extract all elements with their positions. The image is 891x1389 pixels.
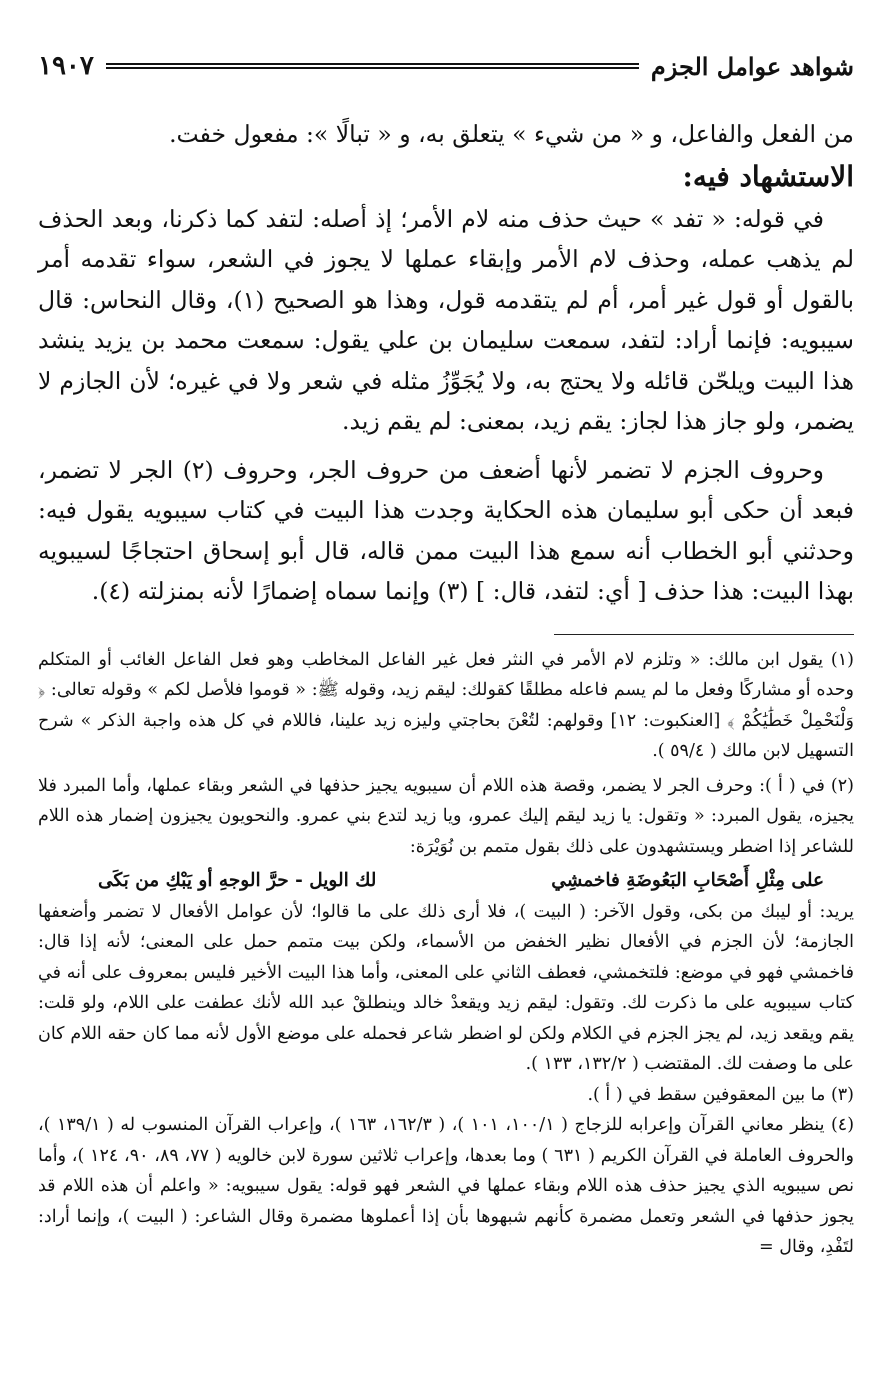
footnote-3: (٣) ما بين المعقوفين سقط في ( أ ). bbox=[587, 1084, 854, 1105]
running-header bbox=[38, 46, 854, 86]
page bbox=[38, 46, 854, 1366]
footnotes bbox=[38, 645, 854, 1263]
paragraph-1: في قوله: « تفد » حيث حذف منه لام الأمر؛ إذ أصله: لتفد كما ذكرنا، وبعد الحذف لم يذهب عمله، وحذف لام الأمر وإبقاء عملها لا يجوز في الشعر، سواء تقدمه أمر بالقول أو قول غير أمر، أم لم يتقدمه قول، وهذا هو الصحيح (١)، وقال النحاس: قال سيبويه: فإنما أراد: لتفد، سمعت سليمان بن علي يقول: سمعت محمد بن يزيد ينشد هذا البيت ويلحّن قائله ولا يحتج به، ولا يُجَوِّزُ مثله في شعر ولا في غيره؛ لأن الجازم لا يضمر، ولو جاز هذا لجاز: يقم زيد، بمعنى: لم يقم زيد. bbox=[38, 204, 854, 435]
footnote-2-continuation: يريد: أو ليبك من بكى، وقول الآخر: ( البيت )، فلا أرى ذلك على ما قالوا؛ لأن عوامل الأفعال لا تضمر وأضعفها الجازمة؛ لأن الجزم في الأفعال نظير الخفض من الأسماء، ولكن بيت متمم حمل على المعنى؛ لأنه إذا قال: فاخمشي فهو في موضع: فلتخمشي، فعطف الثاني على المعنى، وأما هذا البيت الأخير فليس بمعروف على أنه في كتاب سيبويه على ما ذكرت لك. وتقول: ليقم زيد ويقعدْ خالد وينطلقْ عبد الله لأنك عطفت على اللام، ولو قلت: يقم ويقعد زيد، لم يجز الجزم في الكلام ولكن لو اضطر شاعر فحمله على موضع الأول لأنه مما كان حقه اللام كان على ما وصفت لك. المقتضب ( ١٣٢/٢، ١٣٣ ). bbox=[38, 901, 854, 1074]
verse-first-hemistich: على مِثْلِ أَصْحَابِ البَعُوضَةِ فاخمشِي bbox=[551, 870, 824, 891]
footnote-4: (٤) ينظر معاني القرآن وإعرابه للزجاج ( ١٠٠/١، ١٠١ )، ( ١٦٢/٣، ١٦٣ )، وإعراب القرآن المنسوب له ( ١٣٩/١ )، والحروف العاملة في القرآن الكريم ( ٦٣١ ) وما بعدها، وإعراب ثلاثين سورة لابن خالويه ( ٧٧، ٨٩، ٩٠، ١٢٤ )، وأما نص سيبويه الذي يجيز حذف هذه اللام وبقاء عملها في الشعر فهو قوله: يقول سيبويه: « واعلم أن هذه اللام قد يجوز حذفها في الشعر وتعمل مضمرة كأنهم شبهوها بأن إذا أعملوها مضمرة وقال الشاعر: ( البيت )، وإنما أراد: لتَفْدِ، وقال = bbox=[38, 1115, 855, 1257]
poetry-verse bbox=[38, 862, 854, 897]
footnote-divider bbox=[554, 634, 854, 635]
main-text bbox=[38, 114, 854, 612]
footnote-1: (١) يقول ابن مالك: « وتلزم لام الأمر في النثر فعل غير الفاعل المخاطب وهو فعل الفاعل الغائب أو المتكلم وحده أو مشاركًا وفعل ما لم يسم فاعله مطلقًا كقولك: ليقم زيد، وقوله ﷺ: « قوموا فلأصل لكم » وقوله تعالى: ﴿ وَلْنَحْمِلْ خَطَٰيَٰكُمْ ﴾ [العنكبوت: ١٢] وقولهم: لتُعْنَ بحاجتي وليزه زيد علينا، فاللام في كل هذه واجبة الذكر » شرح التسهيل لابن مالك ( ٥٩/٤ ). bbox=[38, 649, 854, 761]
section-heading: الاستشهاد فيه: bbox=[682, 159, 854, 193]
paragraph-2: وحروف الجزم لا تضمر لأنها أضعف من حروف الجر، وحروف (٢) الجر لا تضمر، فبعد أن حكى أبو سليمان هذه الحكاية وجدت هذا البيت في كتاب سيبويه يقول فيه: وحدثني أبو الخطاب أنه سمع هذا البيت ممن قاله، قال أبو إسحاق احتجاجًا لسيبويه بهذا البيت: هذا حذف [ أي: لتفد، قال: ] (٣) وإنما سماه إضمارًا لأنه بمنزلته (٤). bbox=[38, 455, 854, 605]
opening-line: من الفعل والفاعل، و « من شيء » يتعلق به، و « تبالًا »: مفعول خفت. bbox=[169, 120, 854, 148]
footnote-2: (٢) في ( أ ): وحرف الجر لا يضمر، وقصة هذه اللام أن سيبويه يجيز حذفها في الشعر وبقاء عملها، وأما المبرد فلا يجيزه، يقول المبرد: « وتقول: يا زيد ليقم إليك عمرو، ويا زيد لتدع بني عمرو. والنحويون يجيزون إضمار هذه اللام للشاعر إذا اضطر ويستشهدون على ذلك بقول متمم بن نُوَيْرَة: bbox=[38, 775, 854, 857]
header-rule bbox=[106, 63, 639, 69]
verse-second-hemistich: لك الويل - حرَّ الوجهِ أو يَبْكِ من بَكَى bbox=[98, 870, 377, 891]
header-title: شواهد عوامل الجزم bbox=[650, 51, 854, 81]
page-number: ١٩٠٧ bbox=[38, 51, 94, 81]
